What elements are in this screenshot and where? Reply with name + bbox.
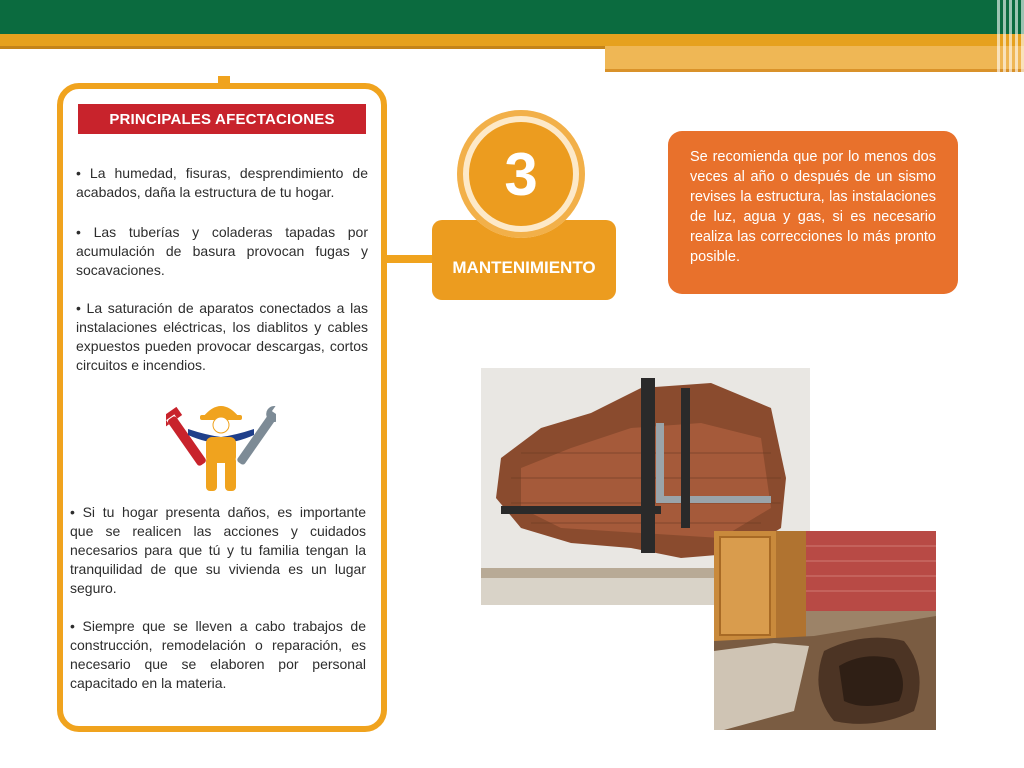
bullet-construction: • Siempre que se lleven a cabo trabajos de construcción, remodelación o reparación, es necesario que se elaboren por personal capacitado en la materia. [70, 618, 366, 691]
top-right-accent [605, 46, 1024, 72]
step-number: 3 [469, 122, 573, 226]
top-orange-line [0, 46, 605, 49]
worker-icon [166, 393, 276, 498]
panel-title: PRINCIPALES AFECTACIONES [78, 104, 366, 134]
step-label: MANTENIMIENTO [432, 220, 616, 300]
bullet-home-damage: • Si tu hogar presenta daños, es importante que se realicen las acciones y cuidados necesarios para que tú y tu familia tengan la tranquilidad de que su vivienda es un lugar seguro. [70, 504, 366, 596]
decorative-stripes [990, 0, 1024, 72]
top-orange-bar [0, 34, 1024, 46]
bullet-pipes: • Las tuberías y coladeras tapadas por acumulación de basura provocan fugas y socavaciones. [76, 224, 368, 278]
bullet-humidity: • La humedad, fisuras, desprendimiento de acabados, daña la estructura de tu hogar. [76, 165, 368, 200]
foundation-excavation-photo [714, 531, 936, 730]
top-green-bar [0, 0, 1024, 34]
bullet-electrical: • La saturación de aparatos conectados a las instalaciones eléctricas, los diablitos y cables expuestos pueden provocar descargas, cortos circuitos e incendios. [76, 300, 368, 373]
recommendation-box: Se recomienda que por lo menos dos veces al año o después de un sismo revises la estructura, las instalaciones de luz, agua y gas, si es necesario realiza las correcciones lo más pronto posible. [668, 131, 958, 294]
